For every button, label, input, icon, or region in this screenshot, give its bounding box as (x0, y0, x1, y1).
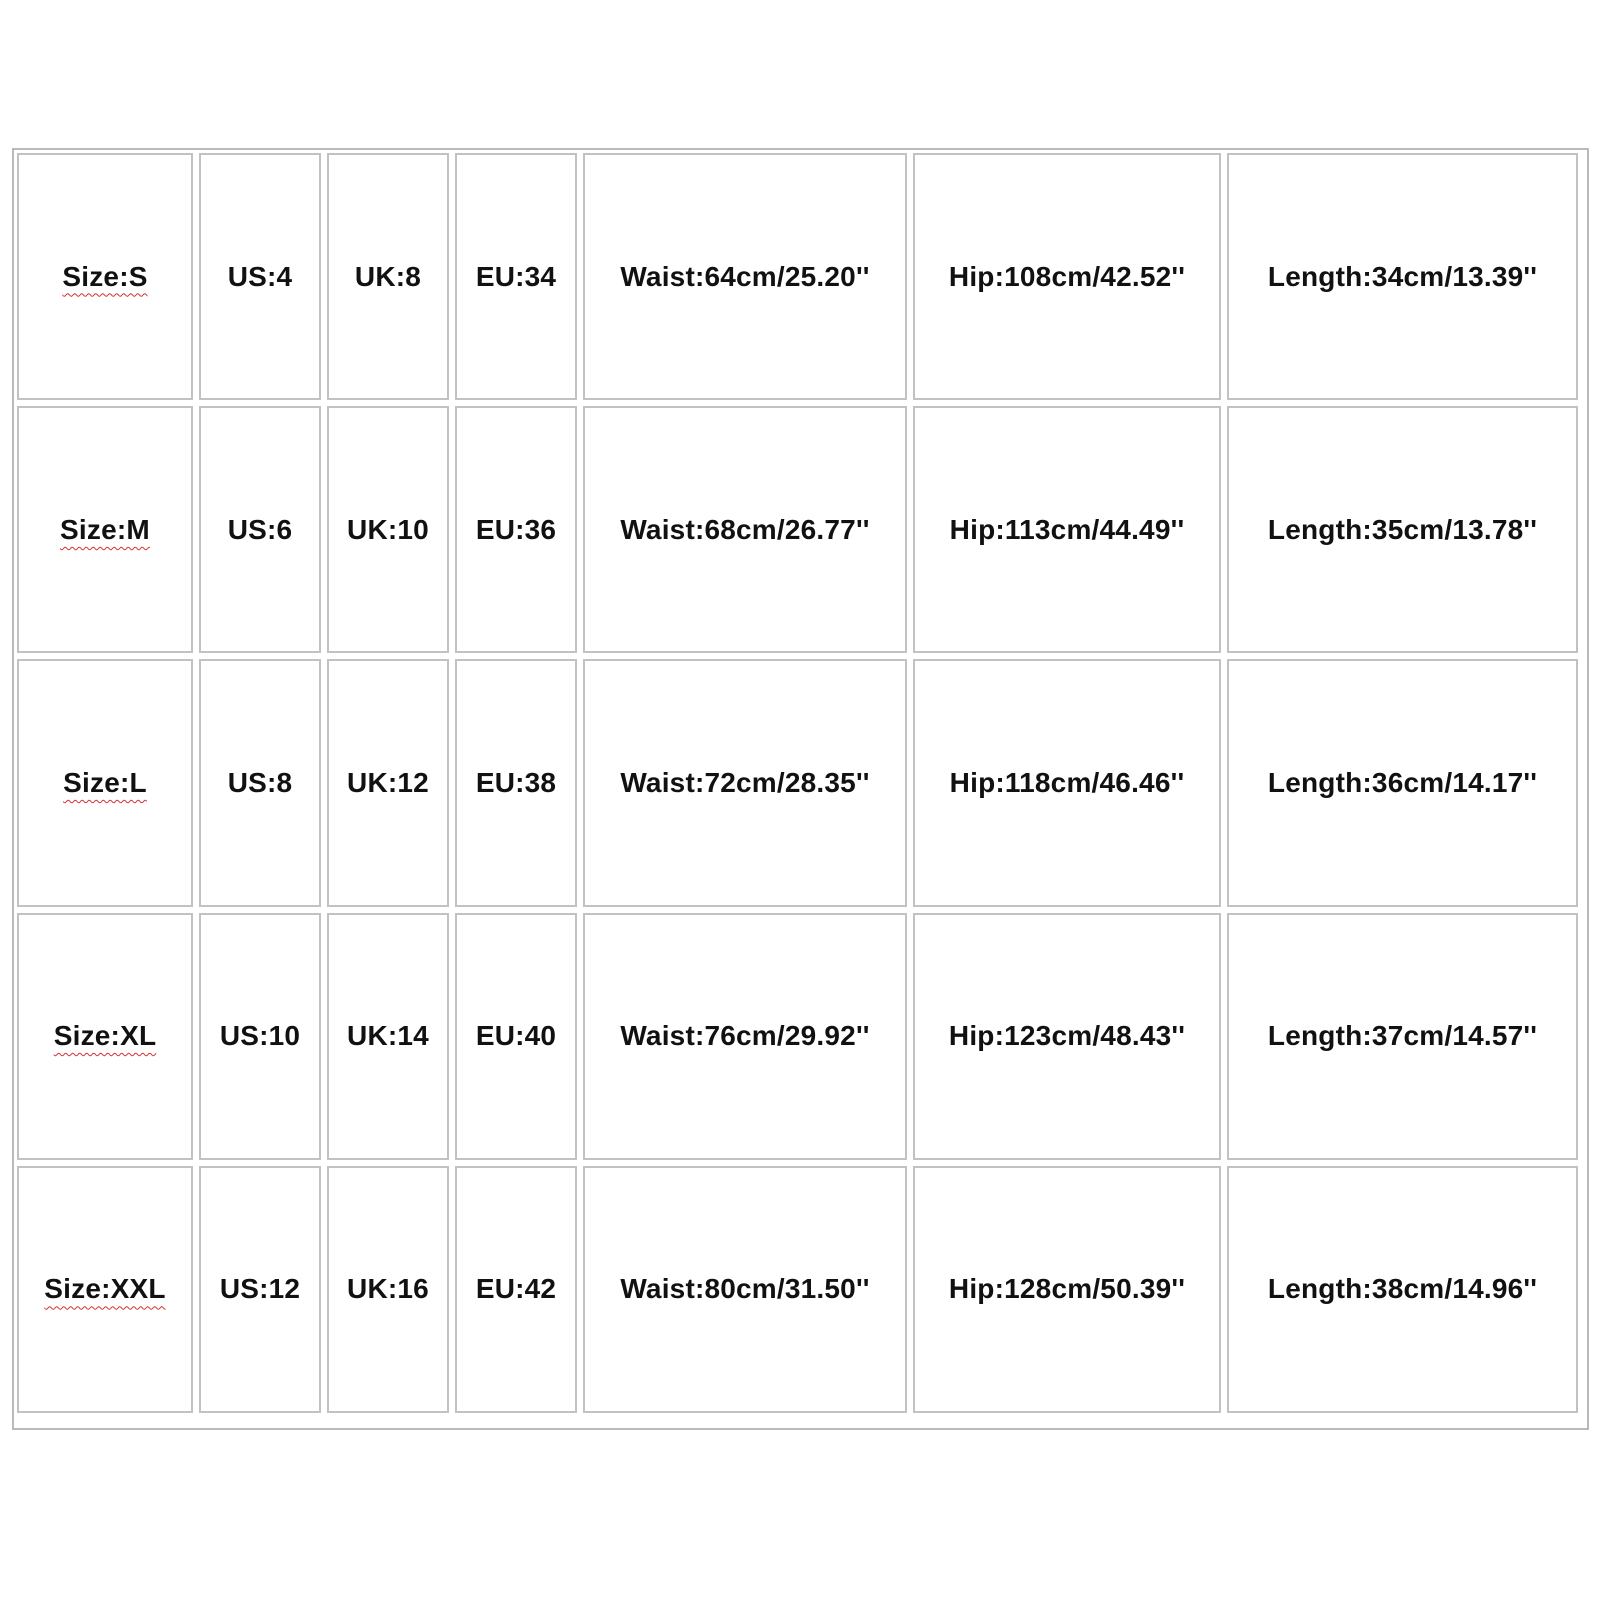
uk-size-cell: UK:16 (327, 1166, 449, 1413)
size-label: Size:L (63, 766, 147, 798)
table-row-s (17, 153, 1578, 400)
uk-size-cell: UK:8 (327, 153, 449, 400)
hip-cell: Hip:113cm/44.49'' (913, 406, 1221, 653)
length-cell: Length:35cm/13.78'' (1227, 406, 1578, 653)
length-cell: Length:34cm/13.39'' (1227, 153, 1578, 400)
size-table (11, 147, 1584, 1419)
uk-size-cell: UK:12 (327, 659, 449, 906)
length-cell: Length:38cm/14.96'' (1227, 1166, 1578, 1413)
eu-size-cell: EU:34 (455, 153, 577, 400)
us-size-cell: US:12 (199, 1166, 321, 1413)
eu-size-cell: EU:36 (455, 406, 577, 653)
uk-size-cell: UK:14 (327, 913, 449, 1160)
waist-cell: Waist:68cm/26.77'' (583, 406, 907, 653)
eu-size-cell: EU:38 (455, 659, 577, 906)
hip-cell: Hip:108cm/42.52'' (913, 153, 1221, 400)
waist-cell: Waist:64cm/25.20'' (583, 153, 907, 400)
table-row-xl (17, 913, 1578, 1160)
size-cell (17, 153, 193, 400)
size-cell (17, 1166, 193, 1413)
us-size-cell: US:10 (199, 913, 321, 1160)
us-size-cell: US:8 (199, 659, 321, 906)
us-size-cell: US:4 (199, 153, 321, 400)
waist-cell: Waist:72cm/28.35'' (583, 659, 907, 906)
hip-cell: Hip:123cm/48.43'' (913, 913, 1221, 1160)
size-label: Size:XXL (44, 1273, 166, 1305)
size-label: Size:XL (53, 1020, 157, 1052)
size-chart (12, 148, 1589, 1430)
waist-cell: Waist:80cm/31.50'' (583, 1166, 907, 1413)
us-size-cell: US:6 (199, 406, 321, 653)
table-row-xxl (17, 1166, 1578, 1413)
table-row-l (17, 659, 1578, 906)
eu-size-cell: EU:42 (455, 1166, 577, 1413)
waist-cell: Waist:76cm/29.92'' (583, 913, 907, 1160)
eu-size-cell: EU:40 (455, 913, 577, 1160)
size-label: Size:M (60, 513, 150, 545)
size-label: Size:S (62, 260, 148, 292)
size-cell (17, 913, 193, 1160)
size-cell (17, 406, 193, 653)
uk-size-cell: UK:10 (327, 406, 449, 653)
table-row-m (17, 406, 1578, 653)
length-cell: Length:37cm/14.57'' (1227, 913, 1578, 1160)
hip-cell: Hip:128cm/50.39'' (913, 1166, 1221, 1413)
size-cell (17, 659, 193, 906)
hip-cell: Hip:118cm/46.46'' (913, 659, 1221, 906)
length-cell: Length:36cm/14.17'' (1227, 659, 1578, 906)
